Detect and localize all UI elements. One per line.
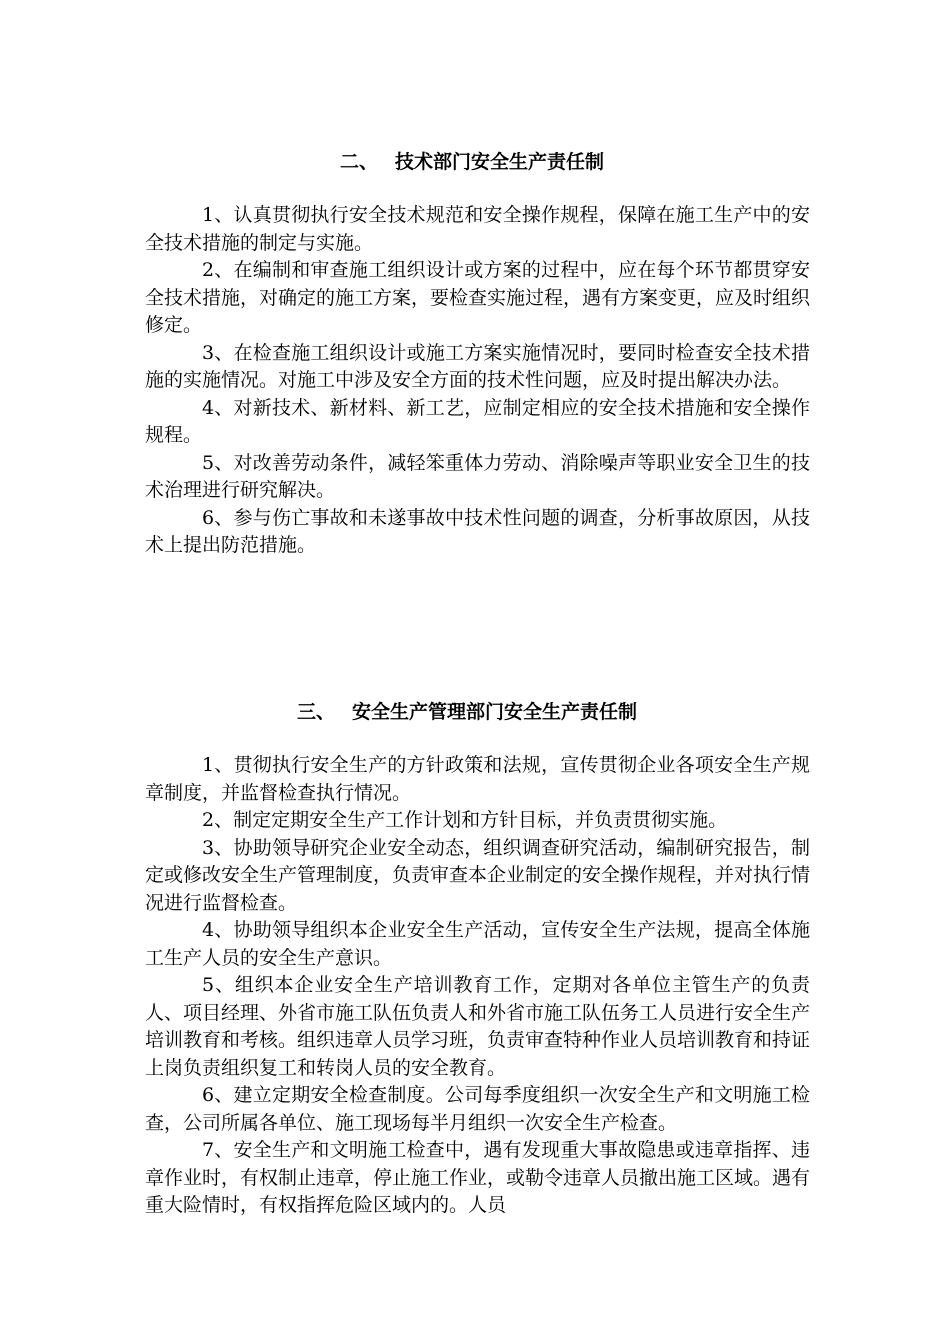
section-heading [145, 698, 810, 726]
list-item: 2、在编制和审查施工组织设计或方案的过程中，应在每个环节都贯穿安全技术措施，对确定的施工方案，要检查实施过程，遇有方案变更，应及时组织修定。 [145, 259, 811, 336]
list-item: 1、认真贯彻执行安全技术规范和安全操作规程，保障在施工生产中的安全技术措施的制定与实施。 [145, 204, 810, 254]
section-safety-management-dept [145, 698, 810, 1220]
list-item: 1、贯彻执行安全生产的方针政策和法规，宣传贯彻企业各项安全生产规章制度，并监督检查执行情况。 [145, 754, 810, 804]
list-item: 6、建立定期安全检查制度。公司每季度组织一次安全生产和文明施工检查，公司所属各单位、施工现场每半月组织一次安全生产检查。 [145, 1084, 810, 1134]
list-item: 5、对改善劳动条件，减轻笨重体力劳动、消除噪声等职业安全卫生的技术治理进行研究解决。 [145, 451, 810, 501]
section-technical-dept [145, 148, 810, 560]
section-number: 二、 [340, 151, 379, 173]
list-item: 7、安全生产和文明施工检查中，遇有发现重大事故隐患或违章指挥、违章作业时，有权制止违章，停止施工作业，或勒令违章人员撤出施工区域。遇有重大险情时，有权指挥危险区域内的。人员 [145, 1139, 811, 1216]
list-item: 2、制定定期安全生产工作计划和方针目标，并负责贯彻实施。 [202, 809, 728, 831]
list-item: 3、协助领导研究企业安全动态，组织调查研究活动，编制研究报告，制定或修改安全生产管理制度，负责审查本企业制定的安全操作规程，并对执行情况进行监督检查。 [145, 836, 811, 914]
list-item: 4、协助领导组织本企业安全生产活动，宣传安全生产法规，提高全体施工生产人员的安全生产意识。 [145, 919, 810, 969]
list-item: 6、参与伤亡事故和未遂事故中技术性问题的调查，分析事故原因，从技术上提出防范措施。 [145, 506, 810, 556]
section-title: 安全生产管理部门安全生产责任制 [352, 701, 638, 723]
list-item: 5、组织本企业安全生产培训教育工作，定期对各单位主管生产的负责人、项目经理、外省市施工队伍负责人和外省市施工队伍务工人员进行安全生产培训教育和考核。组织违章人员学习班，负责审查特种作业人员培训教育和持证上岗负责组织复工和转岗人员的安全教育。 [145, 974, 811, 1079]
list-item: 3、在检查施工组织设计或施工方案实施情况时，要同时检查安全技术措施的实施情况。对施工中涉及安全方面的技术性问题，应及时提出解决办法。 [145, 341, 810, 391]
section-title: 技术部门安全生产责任制 [395, 151, 605, 173]
section-number: 三、 [297, 701, 336, 723]
section-heading [145, 148, 810, 176]
list-item: 4、对新技术、新材料、新工艺，应制定相应的安全技术措施和安全操作规程。 [145, 396, 810, 446]
